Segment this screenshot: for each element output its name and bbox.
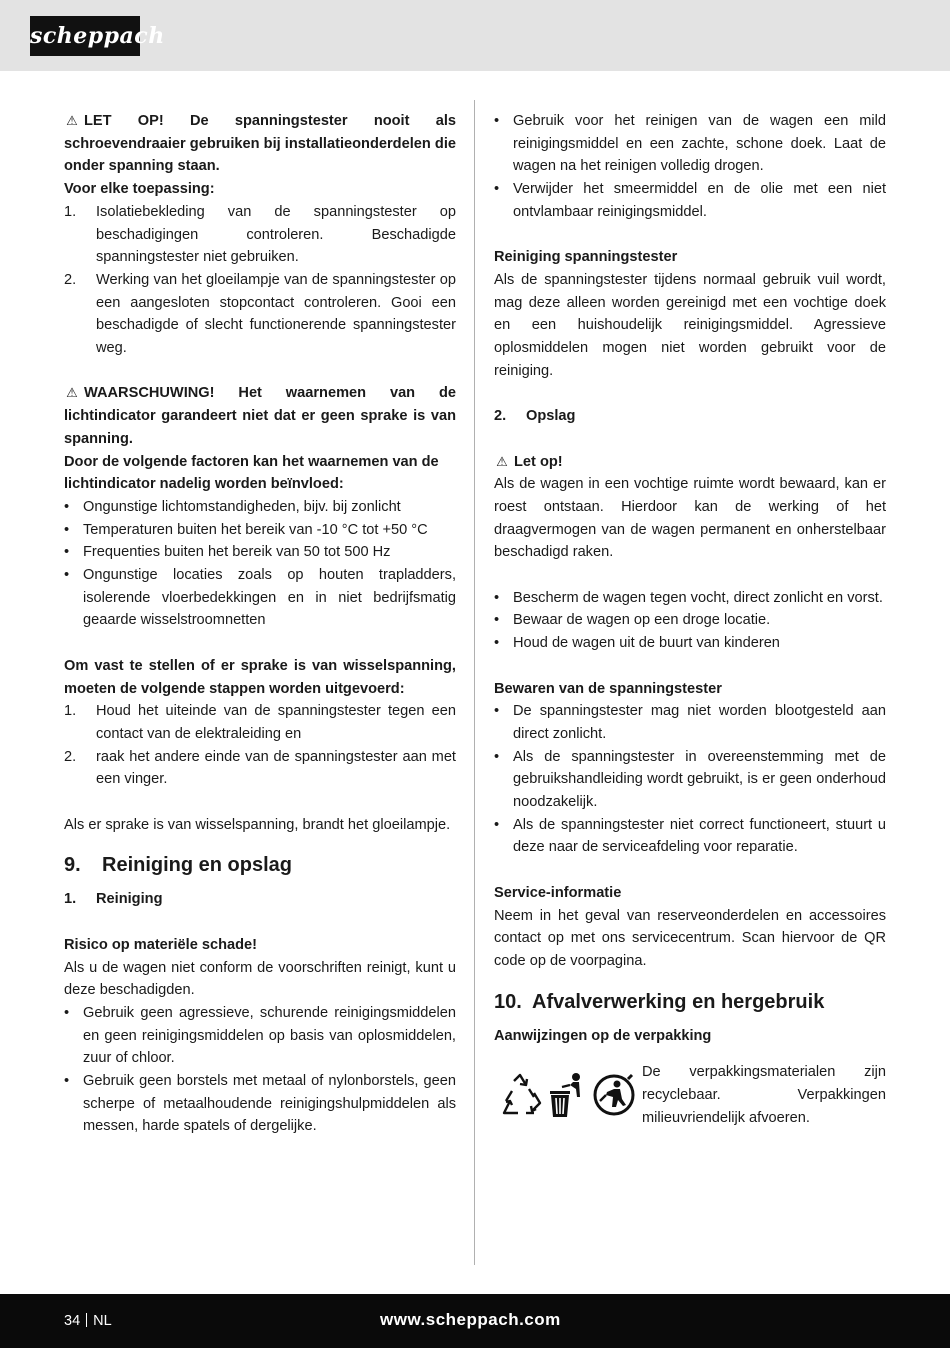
tester-clean-text: Als de spanningstester tijdens normaal gebruik vuil wordt, mag deze alleen worden gereinigd met een vochtige doek en een huishoudelijk reinigingsmiddel. Agressieve oplosmiddelen mogen niet worden gebruikt voor de reiniging. — [494, 271, 886, 379]
list-item: • Ongunstige lichtomstandigheden, bijv. bij zonlicht — [64, 498, 401, 515]
column-divider — [474, 100, 475, 1265]
scheppach-logo: scheppach — [30, 16, 140, 56]
factors-intro: Door de volgende factoren kan het waarnemen van de lichtindicator nadelig worden beïnvloed: — [64, 453, 439, 493]
ac-result: Als er sprake is van wisselspanning, brandt het gloeilampje. — [64, 816, 451, 833]
list-item: • Gebruik geen agressieve, schurende reinigingsmiddelen en geen reinigingsmiddelen op basis van oplosmiddelen, zuur of chloor. — [64, 1004, 456, 1067]
page-footer — [0, 1294, 950, 1348]
website-link[interactable]: www.scheppach.com — [380, 1310, 561, 1329]
list-item: • Houd de wagen uit de buurt van kinderen — [494, 635, 780, 652]
left-column — [64, 110, 456, 1138]
list-item: • Als de spanningstester niet correct functioneert, stuurt u deze naar de serviceafdeling voor reparatie. — [494, 816, 886, 856]
packaging-title: Aanwijzingen op de verpakking — [494, 1027, 712, 1044]
warning-paragraph-3: ⚠ Let op! — [494, 451, 886, 474]
list-item: • De spanningstester mag niet worden blootgesteld aan direct zonlicht. — [494, 703, 886, 742]
before-each-label: Voor elke toepassing: — [64, 181, 215, 198]
subsection-cleaning: 1. Reiniging — [64, 891, 163, 908]
tidyman-icon — [590, 1071, 638, 1119]
service-text: Neem in het geval van reserveonderdelen en accessoires contact op met ons servicecentrum. Scan hiervoor de QR code op de voorpagina. — [494, 907, 886, 969]
warning-paragraph-2: ⚠ WAARSCHUWING! Het waarnemen van de lichtindicator garandeert niet dat er geen sprake is van spanning. — [64, 382, 456, 450]
store-tester-list — [494, 700, 886, 859]
list-item: • Frequenties buiten het bereik van 50 tot 500 Hz — [64, 544, 391, 561]
list-item: • Als de spanningstester in overeenstemming met de gebruikshandleiding wordt gebruikt, is er geen onderhoud noodzakelijk. — [494, 748, 886, 811]
list-item: 2. Werking van het gloeilampje van de spanningstester op een aangesloten stopcontact controleren. Gooi een beschadigde of slecht functionerende spanningstester weg. — [64, 271, 456, 357]
list-item: • Verwijder het smeermiddel en de olie met een niet ontvlambaar reinigingsmiddel. — [494, 181, 886, 220]
subsection-storage: 2. Opslag — [494, 408, 576, 425]
ac-intro: Om vast te stellen of er sprake is van wisselspanning, moeten de volgende stappen worden uitgevoerd: — [64, 657, 456, 697]
packaging-text: De verpakkingsmaterialen zijn recyclebaar. Verpakkingen milieuvriendelijk afvoeren. — [642, 1064, 886, 1126]
tester-clean-title: Reiniging spanningstester — [494, 249, 678, 266]
recycle-icon — [496, 1071, 544, 1119]
section-9-heading: 9. Reiniging en opslag — [64, 854, 293, 877]
right-column — [494, 110, 886, 1133]
trash-bin-icon — [546, 1071, 586, 1119]
check-steps-list — [64, 201, 456, 360]
warning-triangle-icon: ⚠ — [66, 385, 78, 401]
risk-text: Als u de wagen niet conform de voorschriften reinigt, kunt u deze beschadigden. — [64, 959, 456, 999]
list-item: • Ongunstige locaties zoals op houten trapladders, isolerende vloerbedekkingen en in niet bedrijfsmatig geaarde wisselstroomnetten — [64, 567, 456, 629]
list-item: • Bewaar de wagen op een droge locatie. — [494, 612, 771, 629]
clean-list — [494, 110, 886, 224]
storage-warning-text: Als de wagen in een vochtige ruimte wordt bewaard, kan er roest ontstaan. Hierdoor kan de werking of het draagvermogen van de wagen permanent en onherstelbaar beschadigd raken. — [494, 476, 886, 561]
risk-title: Risico op materiële schade! — [64, 936, 258, 953]
packaging-notice — [494, 1061, 886, 1133]
list-item: 2. raak het andere einde van de spanningstester aan met een vinger. — [64, 748, 456, 788]
page-number: 34 NL — [64, 1313, 112, 1329]
packaging-icons — [494, 1071, 640, 1123]
list-item: 1. Houd het uiteinde van de spanningstester tegen een contact van de elektraleiding en — [64, 703, 456, 742]
page-header — [0, 0, 950, 71]
warning-paragraph-1: ⚠ LET OP! De spanningstester nooit als schroevendraaier gebruiken bij installatieonderdelen die onder spanning staan. — [64, 110, 456, 178]
store-tester-title: Bewaren van de spanningstester — [494, 680, 722, 697]
ac-steps-list — [64, 700, 456, 791]
warning-triangle-icon: ⚠ — [496, 453, 508, 469]
list-item: 1. Isolatiebekleding van de spanningstester op beschadigingen controleren. Beschadigde spanningstester niet gebruiken. — [64, 203, 456, 266]
section-10-heading: 10. Afvalverwerking en hergebruik — [494, 990, 825, 1013]
list-item: • Gebruik voor het reinigen van de wagen een mild reinigingsmiddel en een zachte, schone doek. Laat de wagen na het reinigen volledig drogen. — [494, 113, 886, 175]
storage-list — [494, 587, 886, 655]
risk-list — [64, 1002, 456, 1138]
service-title: Service-informatie — [494, 884, 622, 901]
list-item: • Temperaturen buiten het bereik van -10 °C tot +50 °C — [64, 521, 428, 538]
list-item: • Bescherm de wagen tegen vocht, direct zonlicht en vorst. — [494, 589, 883, 606]
warning-triangle-icon: ⚠ — [66, 113, 78, 128]
list-item: • Gebruik geen borstels met metaal of nylonborstels, geen scherpe of metaalhoudende reinigingshulpmiddelen als messen, harde spatels of dergelijke. — [64, 1073, 456, 1135]
factors-list — [64, 496, 456, 632]
